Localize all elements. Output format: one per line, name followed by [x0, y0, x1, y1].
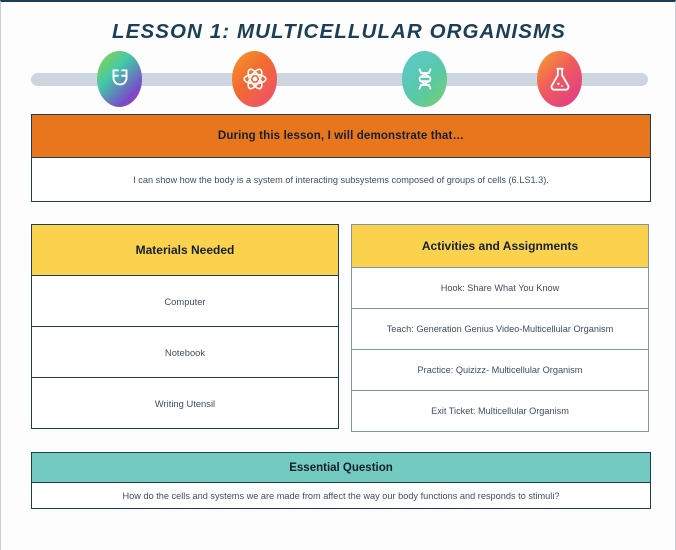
table-row: Teach: Generation Genius Video-Multicellular Organism [351, 309, 649, 350]
materials-table [31, 224, 339, 429]
timeline-node-atom[interactable] [232, 51, 277, 107]
essential-question-text: How do the cells and systems we are made from affect the way our body functions and responds to stimuli? [31, 483, 651, 509]
objective-text: I can show how the body is a system of interacting subsystems composed of groups of cells (6.LS1.3). [31, 158, 651, 202]
lesson-timeline [31, 73, 648, 86]
table-row: Hook: Share What You Know [351, 268, 649, 309]
magnet-icon [107, 66, 133, 92]
dna-icon [412, 66, 438, 92]
timeline-node-dna[interactable] [402, 51, 447, 107]
objective-header: During this lesson, I will demonstrate that… [31, 114, 651, 158]
timeline-node-flask[interactable] [537, 51, 582, 107]
activities-header: Activities and Assignments [351, 224, 649, 268]
table-row: Practice: Quizizz- Multicellular Organism [351, 350, 649, 391]
timeline-node-magnet[interactable] [97, 51, 142, 107]
atom-icon [242, 66, 268, 92]
table-row: Writing Utensil [31, 378, 339, 429]
flask-icon [547, 66, 573, 92]
materials-header: Materials Needed [31, 224, 339, 276]
essential-question-header: Essential Question [31, 452, 651, 483]
page-title: LESSON 1: MULTICELLULAR ORGANISMS [112, 20, 566, 43]
table-row: Computer [31, 276, 339, 327]
activities-table [351, 224, 649, 432]
table-row: Notebook [31, 327, 339, 378]
table-row: Exit Ticket: Multicellular Organism [351, 391, 649, 432]
